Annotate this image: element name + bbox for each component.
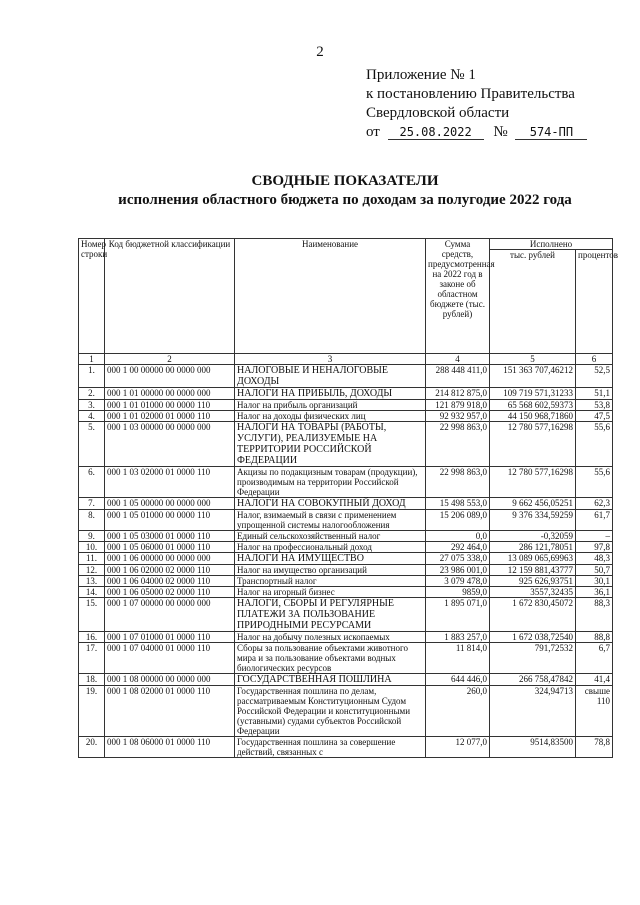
row-percent: 97,8 <box>576 542 613 553</box>
row-percent: 6,7 <box>576 643 613 674</box>
row-planned: 0,0 <box>426 531 490 542</box>
row-percent: 62,3 <box>576 498 613 510</box>
row-executed: 65 568 602,59373 <box>490 400 576 411</box>
row-code: 000 1 01 01000 00 0000 110 <box>105 400 235 411</box>
table-row <box>79 531 613 542</box>
row-number: 9. <box>79 531 105 542</box>
row-executed: 12 159 881,43777 <box>490 565 576 576</box>
row-percent: 88,3 <box>576 598 613 632</box>
row-name: НАЛОГИ НА ТОВАРЫ (РАБОТЫ, УСЛУГИ), РЕАЛИЗУЕМЫЕ НА ТЕРРИТОРИИ РОССИЙСКОЙ ФЕДЕРАЦИИ <box>235 422 426 467</box>
row-code: 000 1 01 02000 01 0000 110 <box>105 411 235 422</box>
row-name: Транспортный налог <box>235 576 426 587</box>
row-number: 12. <box>79 565 105 576</box>
row-percent: – <box>576 531 613 542</box>
row-planned: 15 206 089,0 <box>426 510 490 531</box>
row-planned: 12 077,0 <box>426 737 490 758</box>
row-executed: 109 719 571,31233 <box>490 388 576 400</box>
row-name: НАЛОГИ НА ПРИБЫЛЬ, ДОХОДЫ <box>235 388 426 400</box>
header-name: Наименование <box>235 239 426 354</box>
table-row <box>79 632 613 643</box>
row-code: 000 1 07 01000 01 0000 110 <box>105 632 235 643</box>
row-planned: 292 464,0 <box>426 542 490 553</box>
row-code: 000 1 08 02000 01 0000 110 <box>105 686 235 737</box>
row-name: Налог на игорный бизнес <box>235 587 426 598</box>
row-planned: 644 446,0 <box>426 674 490 686</box>
row-percent: 30,1 <box>576 576 613 587</box>
row-executed: 13 089 065,69963 <box>490 553 576 565</box>
row-code: 000 1 06 02000 02 0000 110 <box>105 565 235 576</box>
header-executed-pct: процентов <box>576 250 613 354</box>
row-name: Государственная пошлина по делам, рассматриваемым Конституционным Судом Российской Федерации и конституционными (уставными) судами субъектов Российской Федерации <box>235 686 426 737</box>
row-percent: 36,1 <box>576 587 613 598</box>
row-name: Государственная пошлина за совершение действий, связанных с <box>235 737 426 758</box>
row-percent: 61,7 <box>576 510 613 531</box>
row-percent: 47,5 <box>576 411 613 422</box>
row-percent: свыше 110 <box>576 686 613 737</box>
row-number: 15. <box>79 598 105 632</box>
row-executed: 9514,83500 <box>490 737 576 758</box>
row-executed: 286 121,78051 <box>490 542 576 553</box>
row-planned: 27 075 338,0 <box>426 553 490 565</box>
table-row <box>79 587 613 598</box>
table-row <box>79 498 613 510</box>
row-number: 17. <box>79 643 105 674</box>
table-row <box>79 565 613 576</box>
row-name: Налог на доходы физических лиц <box>235 411 426 422</box>
table-row <box>79 411 613 422</box>
row-number: 8. <box>79 510 105 531</box>
column-index-row <box>79 354 613 365</box>
table-row <box>79 542 613 553</box>
row-executed: 151 363 707,46212 <box>490 365 576 388</box>
row-number: 16. <box>79 632 105 643</box>
row-code: 000 1 05 00000 00 0000 000 <box>105 498 235 510</box>
row-code: 000 1 06 04000 02 0000 110 <box>105 576 235 587</box>
row-number: 3. <box>79 400 105 411</box>
header-planned: Сумма средств, предусмотренная на 2022 год в законе об областном бюджете (тыс. рублей) <box>426 239 490 354</box>
header-code: Код бюджетной классификации <box>105 239 235 354</box>
col-index: 5 <box>490 354 576 365</box>
document-title: СВОДНЫЕ ПОКАЗАТЕЛИ <box>251 173 439 189</box>
row-executed: 324,94713 <box>490 686 576 737</box>
row-percent: 55,6 <box>576 467 613 498</box>
row-name: НАЛОГИ НА СОВОКУПНЫЙ ДОХОД <box>235 498 426 510</box>
header-executed-rub: тыс. рублей <box>490 250 576 354</box>
revenue-table <box>78 238 619 758</box>
col-index: 3 <box>235 354 426 365</box>
row-code: 000 1 03 02000 01 0000 110 <box>105 467 235 498</box>
row-name: Налог на добычу полезных ископаемых <box>235 632 426 643</box>
row-planned: 121 879 918,0 <box>426 400 490 411</box>
row-planned: 92 932 957,0 <box>426 411 490 422</box>
row-percent: 78,8 <box>576 737 613 758</box>
row-executed: 9 376 334,59259 <box>490 510 576 531</box>
row-number: 13. <box>79 576 105 587</box>
row-executed: 44 150 968,71860 <box>490 411 576 422</box>
table-row <box>79 400 613 411</box>
row-number: 14. <box>79 587 105 598</box>
row-code: 000 1 06 00000 00 0000 000 <box>105 553 235 565</box>
col-index: 1 <box>79 354 105 365</box>
row-percent: 41,4 <box>576 674 613 686</box>
row-executed: 266 758,47842 <box>490 674 576 686</box>
header-number: Номер строки <box>79 239 105 354</box>
row-number: 7. <box>79 498 105 510</box>
appendix-date-line <box>366 123 587 142</box>
row-executed: 12 780 577,16298 <box>490 422 576 467</box>
row-number: 4. <box>79 411 105 422</box>
row-number: 6. <box>79 467 105 498</box>
row-number: 5. <box>79 422 105 467</box>
row-planned: 9859,0 <box>426 587 490 598</box>
col-index: 4 <box>426 354 490 365</box>
row-code: 000 1 05 06000 01 0000 110 <box>105 542 235 553</box>
resolution-number: 574-ПП <box>515 125 587 140</box>
row-percent: 55,6 <box>576 422 613 467</box>
row-percent: 88,8 <box>576 632 613 643</box>
row-code: 000 1 05 01000 00 0000 110 <box>105 510 235 531</box>
row-planned: 15 498 553,0 <box>426 498 490 510</box>
row-code: 000 1 00 00000 00 0000 000 <box>105 365 235 388</box>
number-label: № <box>493 124 508 140</box>
row-name: Налог на прибыль организаций <box>235 400 426 411</box>
row-planned: 288 448 411,0 <box>426 365 490 388</box>
row-name: НАЛОГИ НА ИМУЩЕСТВО <box>235 553 426 565</box>
page-number: 2 <box>316 44 324 60</box>
row-planned: 214 812 875,0 <box>426 388 490 400</box>
row-percent: 52,5 <box>576 365 613 388</box>
row-code: 000 1 06 05000 02 0000 110 <box>105 587 235 598</box>
document-subtitle: исполнения областного бюджета по доходам за полугодие 2022 года <box>118 192 572 208</box>
appendix-line-3: Свердловской области <box>366 105 510 121</box>
row-number: 18. <box>79 674 105 686</box>
row-executed: 12 780 577,16298 <box>490 467 576 498</box>
row-planned: 1 883 257,0 <box>426 632 490 643</box>
row-name: Налог, взимаемый в связи с применением упрощенной системы налогообложения <box>235 510 426 531</box>
table-row <box>79 686 613 737</box>
row-executed: 3557,32435 <box>490 587 576 598</box>
row-percent: 48,3 <box>576 553 613 565</box>
row-code: 000 1 07 04000 01 0000 110 <box>105 643 235 674</box>
row-name: НАЛОГОВЫЕ И НЕНАЛОГОВЫЕ ДОХОДЫ <box>235 365 426 388</box>
row-planned: 11 814,0 <box>426 643 490 674</box>
row-name: Акцизы по подакцизным товарам (продукции), производимым на территории Российской Федерации <box>235 467 426 498</box>
row-number: 11. <box>79 553 105 565</box>
row-name: НАЛОГИ, СБОРЫ И РЕГУЛЯРНЫЕ ПЛАТЕЖИ ЗА ПОЛЬЗОВАНИЕ ПРИРОДНЫМИ РЕСУРСАМИ <box>235 598 426 632</box>
row-name: Налог на имущество организаций <box>235 565 426 576</box>
row-executed: 925 626,93751 <box>490 576 576 587</box>
table-row <box>79 598 613 632</box>
table-row <box>79 737 613 758</box>
table-row <box>79 422 613 467</box>
row-planned: 22 998 863,0 <box>426 422 490 467</box>
row-code: 000 1 05 03000 01 0000 110 <box>105 531 235 542</box>
col-index: 6 <box>576 354 613 365</box>
row-number: 20. <box>79 737 105 758</box>
row-planned: 260,0 <box>426 686 490 737</box>
row-executed: 1 672 830,45072 <box>490 598 576 632</box>
row-percent: 53,8 <box>576 400 613 411</box>
table-row <box>79 388 613 400</box>
table-row <box>79 365 613 388</box>
row-executed: 1 672 038,72540 <box>490 632 576 643</box>
row-executed: 791,72532 <box>490 643 576 674</box>
row-number: 2. <box>79 388 105 400</box>
row-percent: 50,7 <box>576 565 613 576</box>
row-code: 000 1 07 00000 00 0000 000 <box>105 598 235 632</box>
row-name: ГОСУДАРСТВЕННАЯ ПОШЛИНА <box>235 674 426 686</box>
row-planned: 3 079 478,0 <box>426 576 490 587</box>
row-code: 000 1 01 00000 00 0000 000 <box>105 388 235 400</box>
col-index: 2 <box>105 354 235 365</box>
appendix-block <box>366 66 587 142</box>
table-row <box>79 576 613 587</box>
row-code: 000 1 08 06000 01 0000 110 <box>105 737 235 758</box>
table-body <box>79 365 613 758</box>
table-row <box>79 643 613 674</box>
row-code: 000 1 03 00000 00 0000 000 <box>105 422 235 467</box>
row-executed: 9 662 456,05251 <box>490 498 576 510</box>
header-row <box>79 239 613 250</box>
row-number: 10. <box>79 542 105 553</box>
row-planned: 23 986 001,0 <box>426 565 490 576</box>
header-executed: Исполнено <box>490 239 613 250</box>
table-row <box>79 553 613 565</box>
row-name: Налог на профессиональный доход <box>235 542 426 553</box>
table-row <box>79 510 613 531</box>
row-executed: -0,32059 <box>490 531 576 542</box>
resolution-date: 25.08.2022 <box>388 125 484 140</box>
row-percent: 51,1 <box>576 388 613 400</box>
row-planned: 22 998 863,0 <box>426 467 490 498</box>
from-label: от <box>366 124 380 140</box>
row-number: 1. <box>79 365 105 388</box>
appendix-line-1: Приложение № 1 <box>366 67 476 83</box>
row-name: Сборы за пользование объектами животного мира и за пользование объектами водных биологических ресурсов <box>235 643 426 674</box>
row-name: Единый сельскохозяйственный налог <box>235 531 426 542</box>
table-row <box>79 674 613 686</box>
row-number: 19. <box>79 686 105 737</box>
table-row <box>79 467 613 498</box>
row-planned: 1 895 071,0 <box>426 598 490 632</box>
row-code: 000 1 08 00000 00 0000 000 <box>105 674 235 686</box>
appendix-line-2: к постановлению Правительства <box>366 86 575 102</box>
